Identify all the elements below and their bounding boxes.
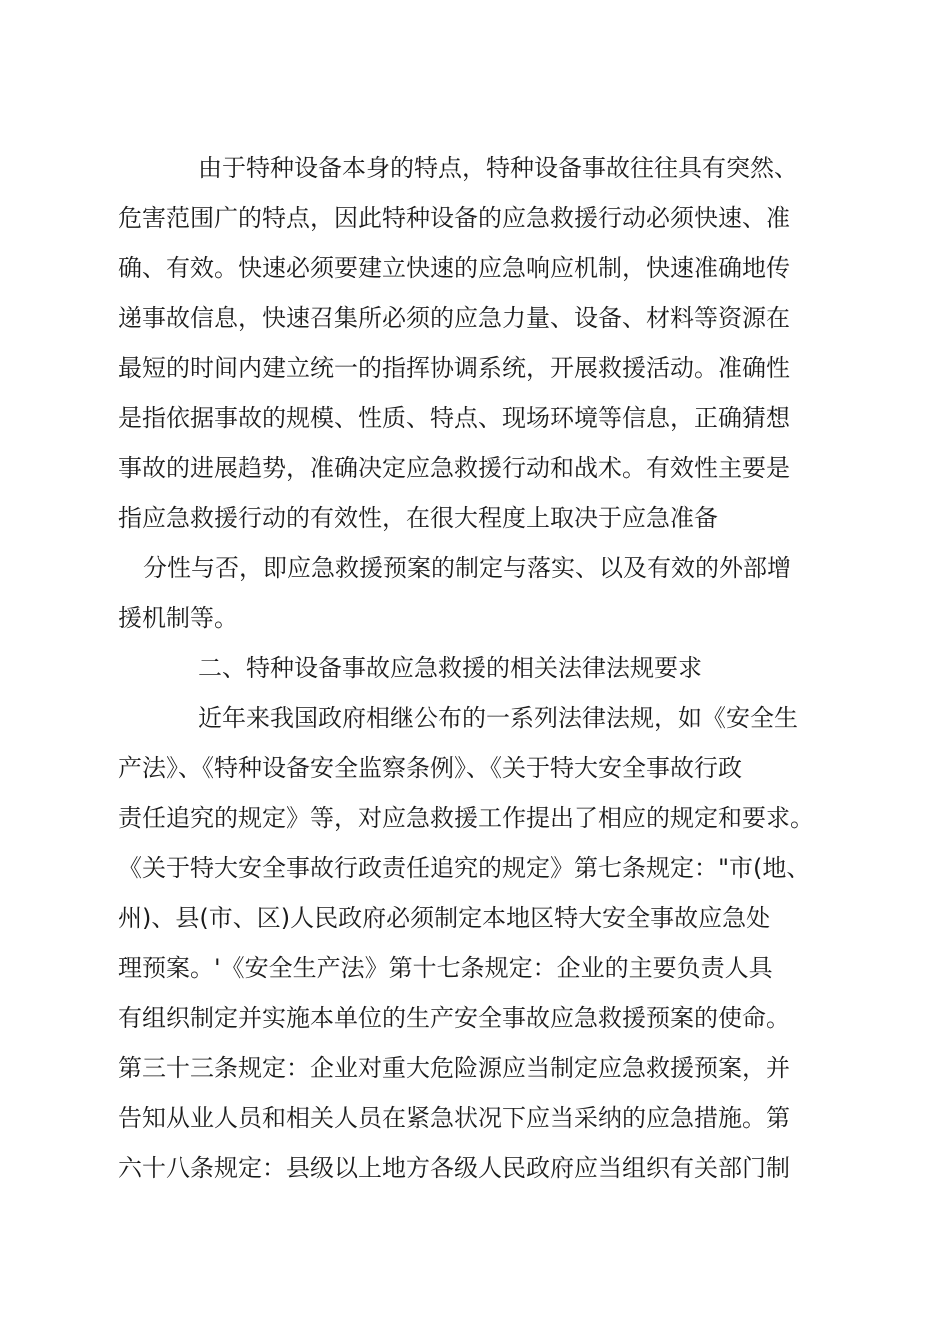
paragraph-line: 州)、县(市、区)人民政府必须制定本地区特大安全事故应急处 <box>118 904 771 932</box>
section-heading: 二、特种设备事故应急救援的相关法律法规要求 <box>198 654 702 682</box>
paragraph-line: 危害范围广的特点，因此特种设备的应急救援行动必须快速、准 <box>118 204 790 232</box>
paragraph-line: 最短的时间内建立统一的指挥协调系统，开展救援活动。准确性 <box>118 354 790 382</box>
paragraph-line: 分性与否，即应急救援预案的制定与落实、以及有效的外部增 <box>143 554 791 582</box>
paragraph-line: 责任追究的规定》等，对应急救援工作提出了相应的规定和要求。 <box>118 804 814 832</box>
paragraph-line: 援机制等。 <box>118 604 238 632</box>
paragraph-line: 告知从业人员和相关人员在紧急状况下应当采纳的应急措施。第 <box>118 1104 790 1132</box>
paragraph-line: 指应急救援行动的有效性，在很大程度上取决于应急准备 <box>118 504 718 532</box>
paragraph-line: 产法》、《特种设备安全监察条例》、《关于特大安全事故行政 <box>118 754 742 782</box>
paragraph-line: 理预案。'《安全生产法》第十七条规定：企业的主要负责人具 <box>118 954 773 982</box>
paragraph-line: 递事故信息，快速召集所必须的应急力量、设备、材料等资源在 <box>118 304 790 332</box>
paragraph-line: 《关于特大安全事故行政责任追究的规定》第七条规定："市(地、 <box>118 854 811 882</box>
paragraph-line: 确、有效。快速必须要建立快速的应急响应机制，快速准确地传 <box>118 254 790 282</box>
paragraph-line: 六十八条规定：县级以上地方各级人民政府应当组织有关部门制 <box>118 1154 790 1182</box>
paragraph-line: 是指依据事故的规模、性质、特点、现场环境等信息，正确猜想 <box>118 404 790 432</box>
paragraph-line: 事故的进展趋势，准确决定应急救援行动和战术。有效性主要是 <box>118 454 790 482</box>
paragraph-line: 由于特种设备本身的特点，特种设备事故往往具有突然、 <box>198 154 798 182</box>
paragraph-line: 近年来我国政府相继公布的一系列法律法规，如《安全生 <box>198 704 798 732</box>
paragraph-line: 有组织制定并实施本单位的生产安全事故应急救援预案的使命。 <box>118 1004 790 1032</box>
paragraph-line: 第三十三条规定：企业对重大危险源应当制定应急救援预案，并 <box>118 1054 790 1082</box>
